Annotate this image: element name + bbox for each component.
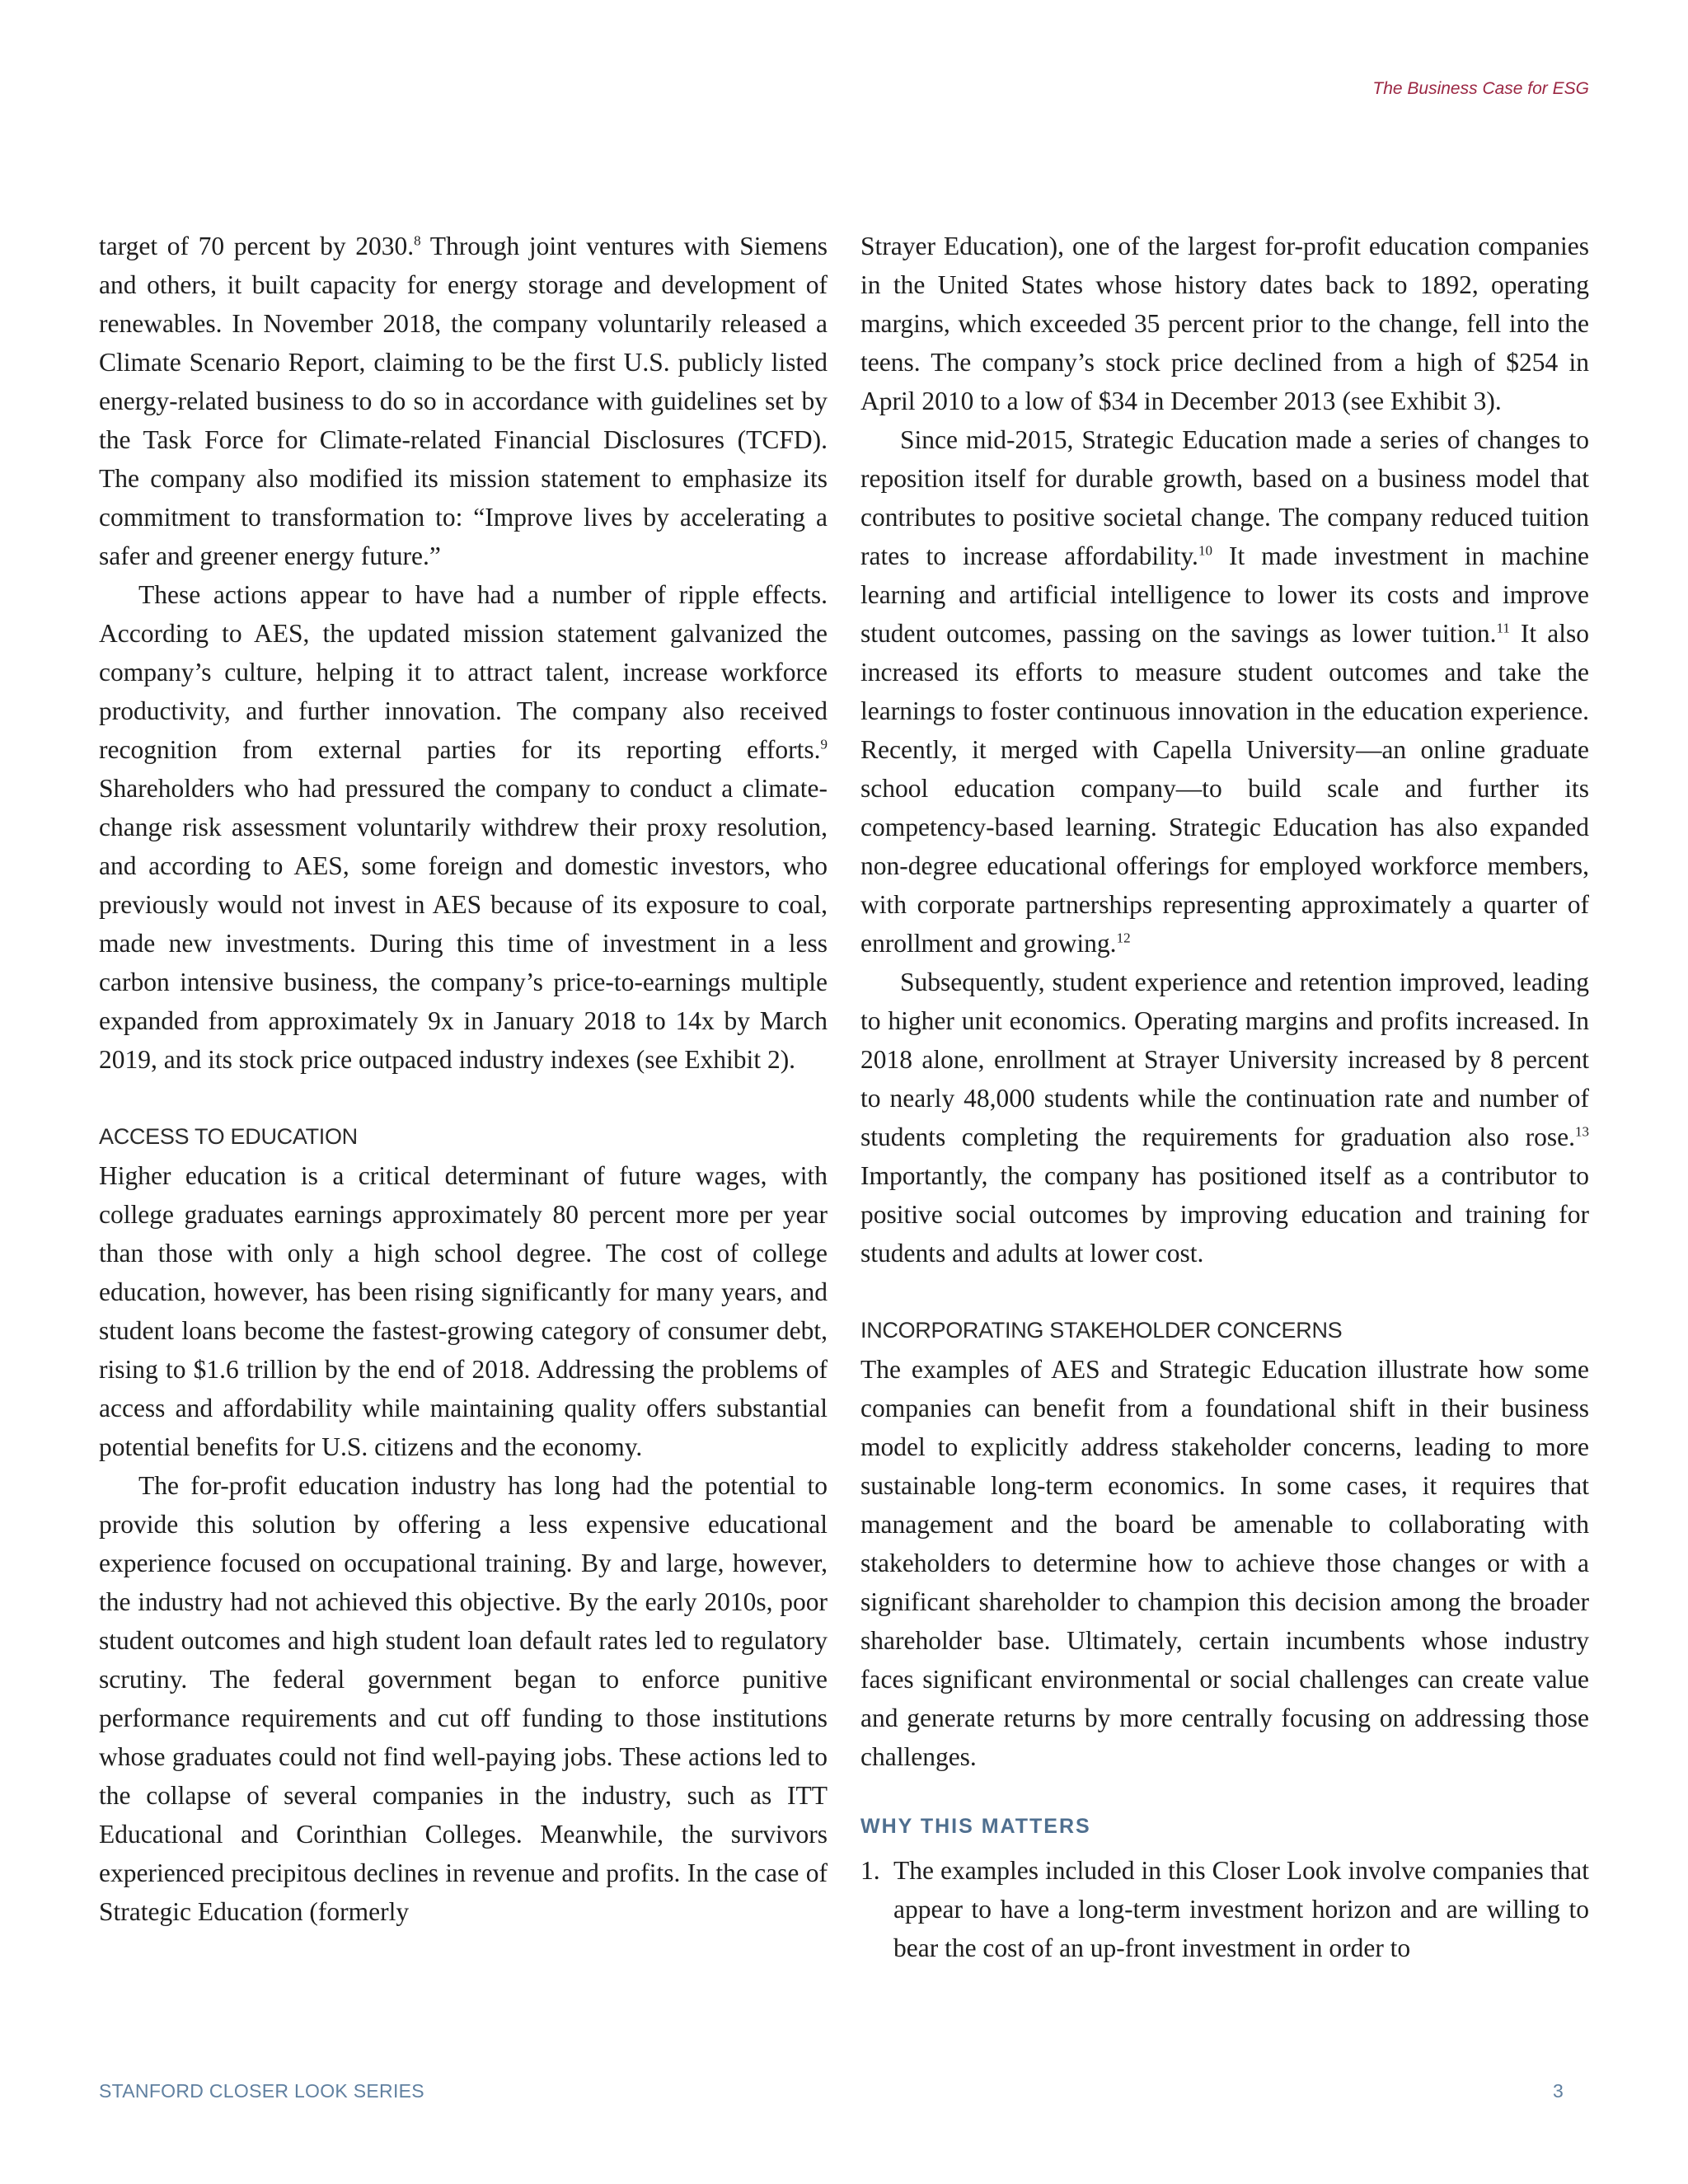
section-heading-access-to-education: ACCESS TO EDUCATION — [99, 1124, 358, 1149]
footnote-ref: 12 — [1116, 930, 1131, 946]
footnote-ref: 10 — [1198, 542, 1212, 559]
footnote-ref: 9 — [820, 736, 828, 752]
paragraph: The for-profit education industry has long had the potential to provide this solution by offering a less expensive educational experience focused on occupational training. By and large, however, the industry had not achieved this objective. By the early 2010s, poor student outcomes and high student loan default rates led to regulatory scrutiny. The federal government began to enforce punitive performance requirements and cut off funding to those institutions whose graduates could not find well-paying jobs. These actions led to the collapse of several companies in the industry, such as ITT Educational and Corinthian Colleges. Meanwhile, the survivors experienced precipitous declines in revenue and profits. In the case of Strategic Education (formerly — [99, 1471, 828, 1926]
paragraph: target of 70 percent by 2030.$^8$ Through joint ventures with Siemens and others, it built capacity for energy storage and development of renewables. In November 2018, the company voluntarily released a Climate Scenario Report, claiming to be the first U.S. publicly listed energy-related business to do so in accordance with guidelines set by the Task Force for Climate-related Financial Disclosures (TCFD). The company also modified its mission statement to emphasize its commitment to transformation to: “Improve lives by accelerating a safer and greener energy future.” — [99, 232, 828, 570]
list-number: 1. — [860, 1856, 880, 1885]
section-heading-stakeholder-concerns: INCORPORATING STAKEHOLDER CONCERNS — [860, 1318, 1343, 1343]
left-column — [99, 227, 828, 1931]
running-header: The Business Case for ESG — [1372, 79, 1589, 98]
paragraph: Subsequently, student experience and retention improved, leading to higher unit economics. Operating margins and profits increased. In 2018 alone, enrollment at Strayer University increased by 8 percent to nearly 48,000 students while the continuation rate and number of students completing the requirements for graduation also rose.$^{13}$ Importantly, the company has positioned itself as a contributor to positive social outcomes by improving education and training for students and adults at lower cost. — [860, 968, 1589, 1268]
list-item-text: The examples included in this Closer Look involve companies that appear to have a long-term investment horizon and are willing to bear the cost of an up-front investment in order to — [893, 1856, 1589, 1962]
paragraph: Since mid-2015, Strategic Education made a series of changes to reposition itself for durable growth, based on a business model that contributes to positive societal change. The company reduced tuition rates to increase affordability.$^{10}$ It made investment in machine learning and artificial intelligence to lower its costs and improve student outcomes, passing on the savings as lower tuition.$^{11}$ It also increased its efforts to measure student outcomes and take the learnings to foster continuous innovation in the education experience. Recently, it merged with Capella University—an online graduate school education company—to build scale and further its competency-based learning. Strategic Education has also expanded non-degree educational offerings for employed workforce members, with corporate partnerships representing approximately a quarter of enrollment and growing.$^{12}$ — [860, 425, 1590, 958]
paragraph: These actions appear to have had a number of ripple effects. According to AES, the updated mission statement galvanized the company’s culture, helping it to attract talent, increase workforce productivity, and further innovation. The company also received recognition from external parties for its reporting efforts.$^9$ Shareholders who had pressured the company to conduct a climate-change risk assessment voluntarily withdrew their proxy resolution, and according to AES, some foreign and domestic investors, who previously would not invest in AES because of its exposure to coal, made new investments. During this time of investment in a less carbon intensive business, the company’s price-to-earnings multiple expanded from approximately 9x in January 2018 to 14x by March 2019, and its stock price outpaced industry indexes (see Exhibit 2). — [99, 580, 828, 1074]
paragraph: Higher education is a critical determinant of future wages, with college graduates earnings approximately 80 percent more per year than those with only a high school degree. The cost of college education, however, has been rising significantly for many years, and student loans become the fastest-growing category of consumer debt, rising to $1.6 trillion by the end of 2018. Addressing the problems of access and affordability while maintaining quality offers substantial potential benefits for U.S. citizens and the economy. — [99, 1161, 828, 1461]
footer-series-title: STANFORD CLOSER LOOK SERIES — [99, 2080, 424, 2102]
footnote-ref: 8 — [414, 232, 421, 249]
footnote-ref: 11 — [1496, 620, 1510, 636]
page-number: 3 — [1553, 2080, 1564, 2102]
paragraph: The examples of AES and Strategic Education illustrate how some companies can benefit from a foundational shift in their business model to explicitly address stakeholder concerns, leading to more sustainable long-term economics. In some cases, it requires that management and the board be amenable to collaborating with stakeholders to determine how to achieve those changes or with a significant shareholder to champion this decision among the broader shareholder base. Ultimately, certain incumbents whose industry faces significant environmental or social challenges can create value and generate returns by more centrally focusing on addressing those challenges. — [860, 1355, 1589, 1771]
why-this-matters-heading: WHY THIS MATTERS — [860, 1815, 1091, 1838]
list-item — [860, 1851, 1589, 1967]
why-this-matters-list — [860, 1851, 1589, 1967]
paragraph: Strayer Education), one of the largest for-profit education companies in the United States whose history dates back to 1892, operating margins, which exceeded 35 percent prior to the change, fell into the teens. The company’s stock price declined from a high of $254 in April 2010 to a low of $34 in December 2013 (see Exhibit 3). — [860, 232, 1589, 415]
footnote-ref: 13 — [1575, 1123, 1589, 1140]
right-column — [860, 227, 1589, 1967]
